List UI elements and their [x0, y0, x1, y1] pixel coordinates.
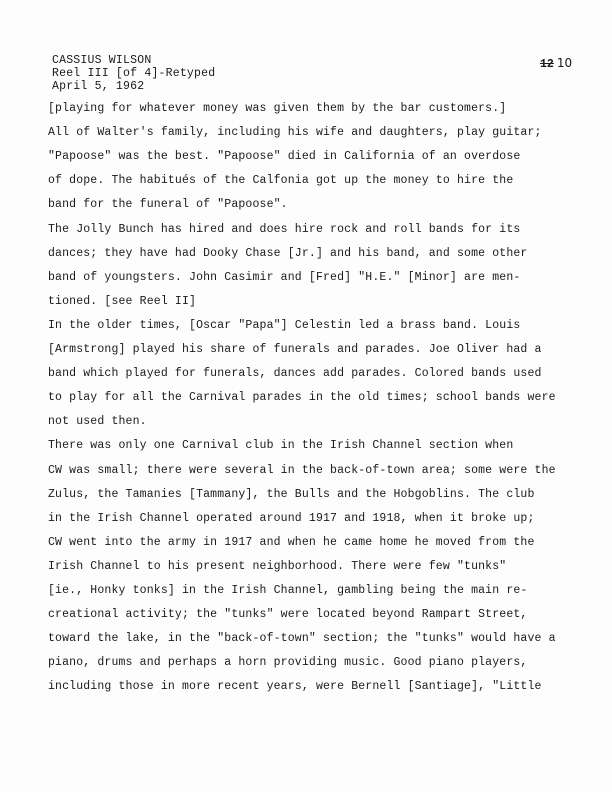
struck-page-number: 12	[540, 58, 554, 71]
text-line: not used then.	[48, 415, 147, 429]
text-line: in the Irish Channel operated around 1917 and 1918, when it broke up;	[48, 511, 535, 525]
text-line: Irish Channel to his present neighborhood. There were few "tunks"	[48, 559, 507, 573]
text-line: dances; they have had Dooky Chase [Jr.] and his band, and some other	[48, 246, 528, 260]
text-line: [ie., Honky tonks] in the Irish Channel, gambling being the main re-	[48, 584, 528, 597]
text-line: CW was small; there were several in the back-of-town area; some were the	[48, 463, 556, 477]
text-line: of dope. The habitués of the Calfonia got up the money to hire the	[48, 174, 514, 188]
text-line: All of Walter's family, including his wife and daughters, play guitar;	[48, 126, 542, 140]
text-line: band for the funeral of "Papoose".	[48, 198, 288, 212]
text-line: "Papoose" was the best. "Papoose" died in California of an overdose	[48, 150, 521, 164]
text-line: CW went into the army in 1917 and when he came home he moved from the	[48, 535, 535, 549]
text-line: piano, drums and perhaps a horn providing music. Good piano players,	[48, 656, 528, 670]
text-line: band which played for funerals, dances add parades. Colored bands used	[48, 367, 542, 381]
text-line: [playing for whatever money was given them by the bar customers.]	[48, 102, 507, 115]
text-line: [Armstrong] played his share of funerals and parades. Joe Oliver had a	[48, 343, 542, 356]
text-line: There was only one Carnival club in the Irish Channel section when	[48, 439, 514, 453]
text-line: The Jolly Bunch has hired and does hire rock and roll bands for its	[48, 222, 521, 236]
text-line: band of youngsters. John Casimir and [Fred] "H.E." [Minor] are men-	[48, 270, 521, 284]
handwritten-page-number: 10	[556, 56, 573, 70]
text-line: creational activity; the "tunks" were located beyond Rampart Street,	[48, 608, 528, 622]
interview-date: April 5, 1962	[52, 80, 145, 93]
page-number	[540, 56, 572, 71]
text-line: tioned. [see Reel II]	[48, 294, 197, 308]
text-line: Zulus, the Tamanies [Tammany], the Bulls and the Hobgoblins. The club	[48, 487, 535, 501]
text-line: In the older times, [Oscar "Papa"] Celestin led a brass band. Louis	[48, 318, 521, 332]
text-line: toward the lake, in the "back-of-town" section; the "tunks" would have a	[48, 632, 556, 646]
reel-info: Reel III [of 4]-Retyped	[52, 67, 216, 80]
document-header	[52, 54, 215, 93]
interviewee-name: CASSIUS WILSON	[52, 54, 152, 67]
text-line: to play for all the Carnival parades in the old times; school bands were	[48, 391, 556, 405]
text-line: including those in more recent years, were Bernell [Santiage], "Little	[48, 680, 542, 694]
